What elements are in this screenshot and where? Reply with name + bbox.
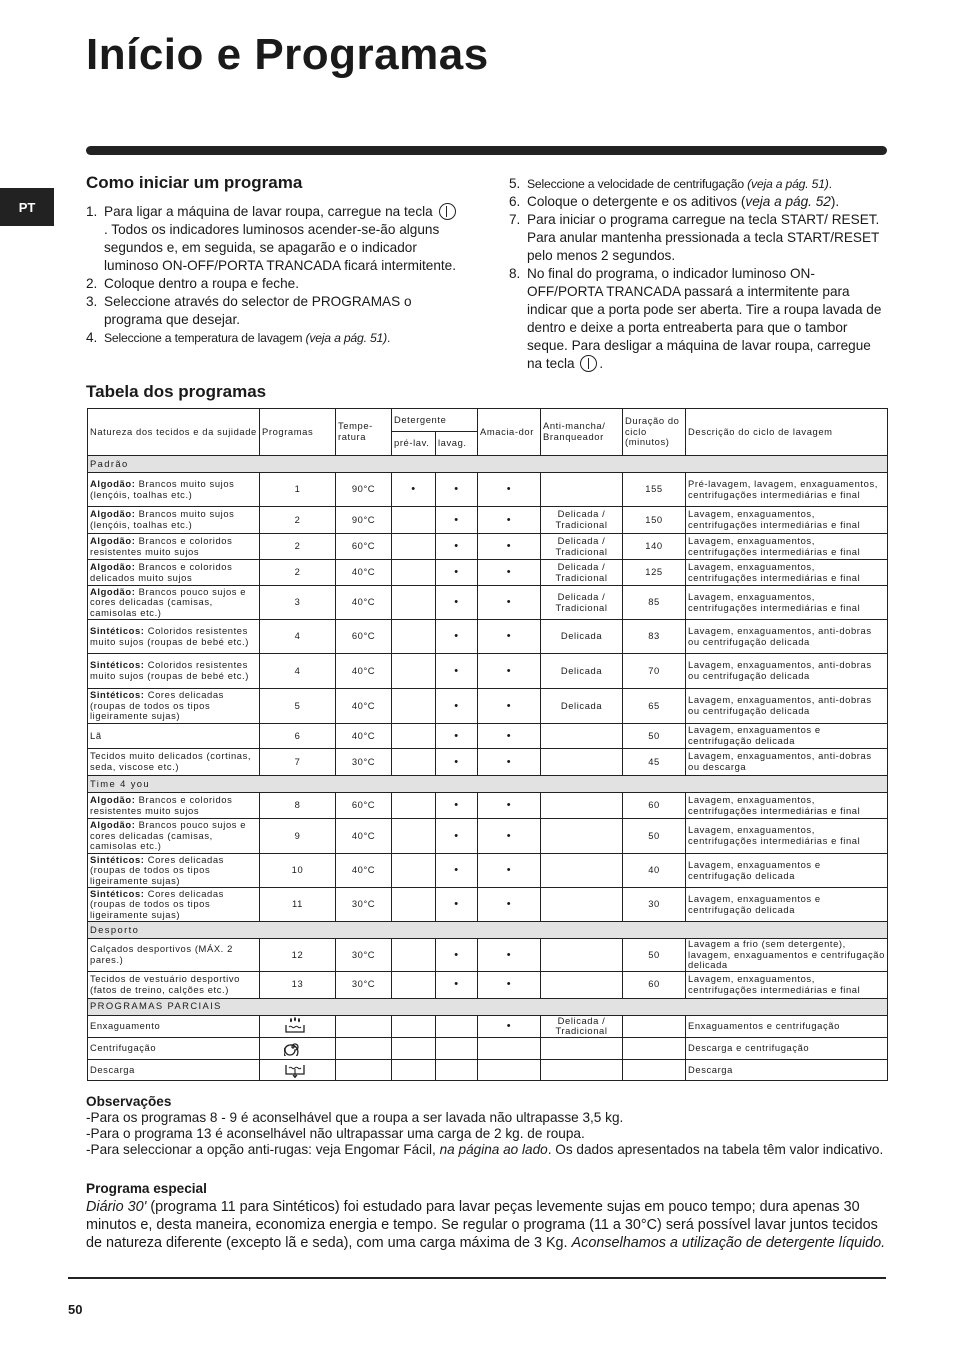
cycle-description: Lavagem, enxaguamentos, centrifugações intermediárias e final xyxy=(686,586,888,620)
prewash-mark xyxy=(392,507,436,534)
temperature xyxy=(336,1059,392,1081)
fabric-cell xyxy=(88,560,260,586)
observation-line: -Para o programa 13 é aconselhável não ultrapassar uma carga de 2 kg. de roupa. xyxy=(86,1126,585,1141)
partial-program-name: Enxaguamento xyxy=(88,1015,260,1037)
program-number: 13 xyxy=(260,971,336,998)
program-table-body xyxy=(88,456,888,1081)
footer-divider xyxy=(68,1277,886,1279)
wash-mark: • xyxy=(436,620,478,654)
fabric-type: Sintéticos: xyxy=(90,887,145,899)
wash-mark: • xyxy=(436,749,478,776)
cycle-description: Lavagem, enxaguamentos, centrifugações intermediárias e final xyxy=(686,793,888,819)
special-text: Diário 30' (programa 11 para Sintéticos) foi estudado para lavar peças levemente sujas em pouco tempo; dura apenas 30 minutos e, desta maneira, economiza energia e tempo. Se regular o programa (11 a 30°C) será possível lavar juntos tecidos de natureza diferente (excepto lã e seda), com uma carga máxima de 3 Kg. Aconselhamos a utilização de detergente líquido. xyxy=(86,1199,886,1251)
wash-mark xyxy=(436,1059,478,1081)
softener-mark: • xyxy=(478,1015,541,1037)
program-icon-cell xyxy=(260,1037,336,1059)
page-title: Início e Programas xyxy=(86,30,489,79)
stain-option xyxy=(541,793,623,819)
program-number: 2 xyxy=(260,507,336,534)
table-row xyxy=(88,473,888,507)
duration xyxy=(623,1037,686,1059)
drain-icon xyxy=(284,1060,306,1081)
fabric-cell xyxy=(88,749,260,776)
program-number: 7 xyxy=(260,749,336,776)
cycle-description: Lavagem, enxaguamentos e centrifugação delicada xyxy=(686,888,888,922)
prewash-mark xyxy=(392,586,436,620)
fabric-cell xyxy=(88,507,260,534)
program-number: 10 xyxy=(260,854,336,888)
stain-option: Delicada xyxy=(541,654,623,689)
duration: 40 xyxy=(623,854,686,888)
section-name: Padrão xyxy=(88,456,888,473)
softener-mark: • xyxy=(478,586,541,620)
wash-mark: • xyxy=(436,534,478,560)
softener-mark: • xyxy=(478,724,541,749)
program-number: 2 xyxy=(260,534,336,560)
table-row xyxy=(88,1037,888,1059)
fabric-cell xyxy=(88,724,260,749)
prewash-mark xyxy=(392,1037,436,1059)
fabric-description: Tecidos de vestuário desportivo (fatos de treino, calções etc.) xyxy=(90,973,240,995)
fabric-type: Algodão: xyxy=(90,793,136,805)
fabric-type: Algodão: xyxy=(90,560,136,572)
table-row xyxy=(88,1015,888,1037)
table-row xyxy=(88,971,888,998)
fabric-cell xyxy=(88,854,260,888)
fabric-description: Cores delicadas (roupas de todos os tipos ligeiramente sujas) xyxy=(90,853,224,886)
stain-option: Delicada / Tradicional xyxy=(541,507,623,534)
col-natureza: Natureza dos tecidos e da sujidade xyxy=(88,409,260,456)
program-number: 3 xyxy=(260,586,336,620)
fabric-cell xyxy=(88,620,260,654)
table-row xyxy=(88,534,888,560)
temperature: 40°C xyxy=(336,654,392,689)
table-row xyxy=(88,888,888,922)
fabric-description: Brancos e coloridos resistentes muito sujos xyxy=(90,534,233,557)
observations-heading: Observações xyxy=(86,1094,172,1109)
cycle-description: Enxaguamentos e centrifugação xyxy=(686,1015,888,1037)
wash-mark: • xyxy=(436,939,478,972)
stain-option xyxy=(541,749,623,776)
step-7: 7. Para iniciar o programa carregue na tecla START/ RESET. Para anular mantenha pressionada a tecla START/RESET pelo menos 2 segundos. xyxy=(509,212,880,263)
temperature xyxy=(336,1037,392,1059)
page-number: 50 xyxy=(68,1302,83,1317)
duration: 50 xyxy=(623,819,686,854)
section-row xyxy=(88,456,888,473)
program-icon-cell xyxy=(260,1015,336,1037)
cycle-description: Lavagem, enxaguamentos, anti-dobras ou centrifugação delicada xyxy=(686,654,888,689)
softener-mark: • xyxy=(478,819,541,854)
col-lavag: lavag. xyxy=(436,432,478,456)
step-5: 5. Seleccione a velocidade de centrifugação (veja a pág. 51). xyxy=(509,176,832,191)
cycle-description: Descarga e centrifugação xyxy=(686,1037,888,1059)
wash-mark: • xyxy=(436,473,478,507)
observations xyxy=(86,1094,886,1158)
fabric-type: Sintéticos: xyxy=(90,659,145,671)
fabric-cell xyxy=(88,473,260,507)
prewash-mark xyxy=(392,620,436,654)
table-row xyxy=(88,749,888,776)
wash-mark xyxy=(436,1037,478,1059)
program-number: 4 xyxy=(260,620,336,654)
steps-left xyxy=(86,203,461,347)
col-detergente: Detergente xyxy=(392,409,478,432)
softener-mark: • xyxy=(478,560,541,586)
spin-icon xyxy=(284,1038,302,1059)
temperature: 40°C xyxy=(336,586,392,620)
wash-mark: • xyxy=(436,888,478,922)
fabric-cell xyxy=(88,793,260,819)
temperature: 60°C xyxy=(336,620,392,654)
fabric-type: Algodão: xyxy=(90,508,136,520)
softener-mark: • xyxy=(478,854,541,888)
step-2: 2. Coloque dentro a roupa e feche. xyxy=(86,276,299,291)
table-row xyxy=(88,724,888,749)
col-antimancha: Anti-mancha/ Branqueador xyxy=(541,409,623,456)
temperature: 40°C xyxy=(336,689,392,724)
section-row xyxy=(88,776,888,793)
table-row xyxy=(88,654,888,689)
cycle-description: Lavagem, enxaguamentos, centrifugações intermediárias e final xyxy=(686,560,888,586)
stain-option xyxy=(541,939,623,972)
fabric-cell xyxy=(88,971,260,998)
rinse-icon xyxy=(284,1016,306,1037)
prewash-mark xyxy=(392,689,436,724)
cycle-description: Pré-lavagem, lavagem, enxaguamentos, centrifugações intermediárias e final xyxy=(686,473,888,507)
step-1: 1. Para ligar a máquina de lavar roupa, carregue na tecla . Todos os indicadores luminosos acender-se-ão alguns segundos e, em seguida, se apagarão e o indicador luminoso ON-OFF/PORTA TRANCADA ficará intermitente. xyxy=(86,204,457,273)
duration: 150 xyxy=(623,507,686,534)
fabric-description: Brancos e coloridos delicados muito sujos xyxy=(90,560,233,583)
table-row xyxy=(88,507,888,534)
stain-option: Delicada / Tradicional xyxy=(541,534,623,560)
step-3: 3. Seleccione através do selector de PROGRAMAS o programa que desejar. xyxy=(86,294,412,327)
col-temperatura: Tempe-ratura xyxy=(336,409,392,456)
table-row xyxy=(88,939,888,972)
cycle-description: Lavagem, enxaguamentos, anti-dobras ou centrifugação delicada xyxy=(686,689,888,724)
softener-mark: • xyxy=(478,888,541,922)
program-number: 8 xyxy=(260,793,336,819)
table-row xyxy=(88,560,888,586)
table-row xyxy=(88,854,888,888)
program-number: 9 xyxy=(260,819,336,854)
stain-option xyxy=(541,1059,623,1081)
temperature: 90°C xyxy=(336,507,392,534)
fabric-cell xyxy=(88,689,260,724)
prewash-mark xyxy=(392,793,436,819)
cycle-description: Lavagem, enxaguamentos, centrifugações intermediárias e final xyxy=(686,534,888,560)
cycle-description: Lavagem, enxaguamentos e centrifugação delicada xyxy=(686,724,888,749)
language-tab: PT xyxy=(0,188,54,226)
fabric-description: Cores delicadas (roupas de todos os tipos ligeiramente sujas) xyxy=(90,689,224,722)
duration: 60 xyxy=(623,971,686,998)
wash-mark xyxy=(436,1015,478,1037)
prewash-mark: • xyxy=(392,473,436,507)
program-number: 11 xyxy=(260,888,336,922)
cycle-description: Lavagem, enxaguamentos, centrifugações intermediárias e final xyxy=(686,819,888,854)
temperature: 60°C xyxy=(336,534,392,560)
wash-mark: • xyxy=(436,560,478,586)
fabric-type: Sintéticos: xyxy=(90,853,145,865)
section-name: PROGRAMAS PARCIAIS xyxy=(88,998,888,1015)
wash-mark: • xyxy=(436,724,478,749)
table-row xyxy=(88,819,888,854)
table-row xyxy=(88,586,888,620)
softener-mark: • xyxy=(478,749,541,776)
temperature xyxy=(336,1015,392,1037)
duration: 65 xyxy=(623,689,686,724)
stain-option: Delicada xyxy=(541,689,623,724)
fabric-description: Calçados desportivos (MÁX. 2 pares.) xyxy=(90,943,233,965)
prewash-mark xyxy=(392,939,436,972)
step-4: 4. Seleccione a temperatura de lavagem (veja a pág. 51). xyxy=(86,330,391,345)
col-descricao: Descrição do ciclo de lavagem xyxy=(686,409,888,456)
program-number: 4 xyxy=(260,654,336,689)
special-program xyxy=(86,1180,886,1252)
temperature: 40°C xyxy=(336,560,392,586)
fabric-cell xyxy=(88,888,260,922)
stain-option xyxy=(541,1037,623,1059)
step-8: 8. No final do programa, o indicador luminoso ON-OFF/PORTA TRANCADA passará a intermitente para indicar que a porta pode ser aberta. Tire a roupa lavada de dentro e deixe a porta entreaberta para que o tambor seque. Para desligar a máquina de lavar roupa, carregue na tecla . xyxy=(509,266,882,371)
duration xyxy=(623,1015,686,1037)
prewash-mark xyxy=(392,534,436,560)
power-icon xyxy=(580,355,597,372)
softener-mark: • xyxy=(478,939,541,972)
col-programas: Programas xyxy=(260,409,336,456)
table-row xyxy=(88,689,888,724)
stain-option xyxy=(541,854,623,888)
fabric-description: Brancos muito sujos (lençóis, toalhas etc.) xyxy=(90,477,235,500)
fabric-description: Brancos muito sujos (lençóis, toalhas etc.) xyxy=(90,508,235,530)
stain-option xyxy=(541,971,623,998)
cycle-description: Lavagem, enxaguamentos, centrifugações intermediárias e final xyxy=(686,507,888,534)
fabric-cell xyxy=(88,939,260,972)
title-divider xyxy=(86,146,887,155)
temperature: 30°C xyxy=(336,971,392,998)
section-name: Time 4 you xyxy=(88,776,888,793)
prewash-mark xyxy=(392,749,436,776)
softener-mark: • xyxy=(478,689,541,724)
fabric-type: Algodão: xyxy=(90,477,136,489)
wash-mark: • xyxy=(436,689,478,724)
softener-mark: • xyxy=(478,654,541,689)
temperature: 60°C xyxy=(336,793,392,819)
prewash-mark xyxy=(392,1015,436,1037)
table-row xyxy=(88,793,888,819)
wash-mark: • xyxy=(436,654,478,689)
program-number: 6 xyxy=(260,724,336,749)
duration: 70 xyxy=(623,654,686,689)
temperature: 40°C xyxy=(336,854,392,888)
duration: 50 xyxy=(623,939,686,972)
temperature: 30°C xyxy=(336,749,392,776)
section-name: Desporto xyxy=(88,922,888,939)
wash-mark: • xyxy=(436,507,478,534)
stain-option: Delicada / Tradicional xyxy=(541,560,623,586)
program-icon-cell xyxy=(260,1059,336,1081)
cycle-description: Lavagem, enxaguamentos, anti-dobras ou descarga xyxy=(686,749,888,776)
wash-mark: • xyxy=(436,793,478,819)
stain-option: Delicada / Tradicional xyxy=(541,1015,623,1037)
cycle-description: Lavagem a frio (sem detergente), lavagem, enxaguamentos e centrifugação delicada xyxy=(686,939,888,972)
partial-program-name: Descarga xyxy=(88,1059,260,1081)
wash-mark: • xyxy=(436,971,478,998)
cycle-description: Lavagem, enxaguamentos, centrifugações intermediárias e final xyxy=(686,971,888,998)
program-number: 1 xyxy=(260,473,336,507)
duration: 140 xyxy=(623,534,686,560)
fabric-cell xyxy=(88,819,260,854)
col-duracao: Duração do ciclo (minutos) xyxy=(623,409,686,456)
cycle-description: Lavagem, enxaguamentos e centrifugação delicada xyxy=(686,854,888,888)
fabric-cell xyxy=(88,586,260,620)
stain-option: Delicada / Tradicional xyxy=(541,586,623,620)
fabric-description: Brancos pouco sujos e cores delicadas (camisas, camisolas etc.) xyxy=(90,819,247,852)
temperature: 30°C xyxy=(336,939,392,972)
softener-mark xyxy=(478,1037,541,1059)
stain-option: Delicada xyxy=(541,620,623,654)
fabric-type: Algodão: xyxy=(90,585,136,597)
duration: 85 xyxy=(623,586,686,620)
duration: 125 xyxy=(623,560,686,586)
table-row xyxy=(88,1059,888,1081)
fabric-description: Coloridos resistentes muito sujos (roupas de bebé etc.) xyxy=(90,659,249,681)
fabric-cell xyxy=(88,654,260,689)
power-icon xyxy=(439,203,456,220)
fabric-description: Brancos e coloridos resistentes muito sujos xyxy=(90,793,233,816)
duration: 155 xyxy=(623,473,686,507)
prewash-mark xyxy=(392,888,436,922)
observation-line: -Para seleccionar a opção anti-rugas: veja Engomar Fácil, na página ao lado. Os dados apresentados na tabela têm valor indicativo. xyxy=(86,1142,884,1157)
wash-mark: • xyxy=(436,586,478,620)
prewash-mark xyxy=(392,854,436,888)
softener-mark: • xyxy=(478,793,541,819)
fabric-description: Coloridos resistentes muito sujos (roupas de bebé etc.) xyxy=(90,624,249,647)
stain-option xyxy=(541,819,623,854)
table-row xyxy=(88,620,888,654)
duration: 45 xyxy=(623,749,686,776)
fabric-cell xyxy=(88,534,260,560)
special-heading: Programa especial xyxy=(86,1181,207,1196)
prewash-mark xyxy=(392,1059,436,1081)
temperature: 90°C xyxy=(336,473,392,507)
col-prelav: pré-lav. xyxy=(392,432,436,456)
table-heading: Tabela dos programas xyxy=(86,382,267,401)
duration: 83 xyxy=(623,620,686,654)
prewash-mark xyxy=(392,819,436,854)
wash-mark: • xyxy=(436,854,478,888)
observation-line: -Para os programas 8 - 9 é aconselhável que a roupa a ser lavada não ultrapasse 3,5 kg. xyxy=(86,1110,624,1125)
duration: 30 xyxy=(623,888,686,922)
start-heading: Como iniciar um programa xyxy=(86,173,303,192)
softener-mark: • xyxy=(478,620,541,654)
program-number: 12 xyxy=(260,939,336,972)
temperature: 40°C xyxy=(336,724,392,749)
fabric-type: Algodão: xyxy=(90,819,136,831)
col-amaciador: Amacia-dor xyxy=(478,409,541,456)
temperature: 40°C xyxy=(336,819,392,854)
stain-option xyxy=(541,473,623,507)
duration: 50 xyxy=(623,724,686,749)
stain-option xyxy=(541,724,623,749)
softener-mark: • xyxy=(478,473,541,507)
stain-option xyxy=(541,888,623,922)
program-number: 5 xyxy=(260,689,336,724)
softener-mark: • xyxy=(478,534,541,560)
temperature: 30°C xyxy=(336,888,392,922)
prewash-mark xyxy=(392,654,436,689)
fabric-description: Brancos pouco sujos e cores delicadas (camisas, camisolas etc.) xyxy=(90,585,247,618)
program-number: 2 xyxy=(260,560,336,586)
fabric-description: Tecidos muito delicados (cortinas, seda, viscose etc.) xyxy=(90,750,252,772)
duration: 60 xyxy=(623,793,686,819)
duration xyxy=(623,1059,686,1081)
program-table xyxy=(87,408,888,1081)
fabric-type: Sintéticos: xyxy=(90,689,145,701)
fabric-description: Lã xyxy=(90,729,102,741)
cycle-description: Descarga xyxy=(686,1059,888,1081)
prewash-mark xyxy=(392,724,436,749)
steps-right xyxy=(509,175,887,373)
step-6: 6. Coloque o detergente e os aditivos (veja a pág. 52). xyxy=(509,194,840,209)
section-row xyxy=(88,922,888,939)
partial-program-name: Centrifugação xyxy=(88,1037,260,1059)
wash-mark: • xyxy=(436,819,478,854)
cycle-description: Lavagem, enxaguamentos, anti-dobras ou centrifugação delicada xyxy=(686,620,888,654)
fabric-type: Sintéticos: xyxy=(90,624,145,636)
section-row xyxy=(88,998,888,1015)
fabric-type: Algodão: xyxy=(90,534,136,546)
prewash-mark xyxy=(392,560,436,586)
softener-mark xyxy=(478,1059,541,1081)
softener-mark: • xyxy=(478,971,541,998)
fabric-description: Cores delicadas (roupas de todos os tipos ligeiramente sujas) xyxy=(90,887,224,920)
prewash-mark xyxy=(392,971,436,998)
softener-mark: • xyxy=(478,507,541,534)
